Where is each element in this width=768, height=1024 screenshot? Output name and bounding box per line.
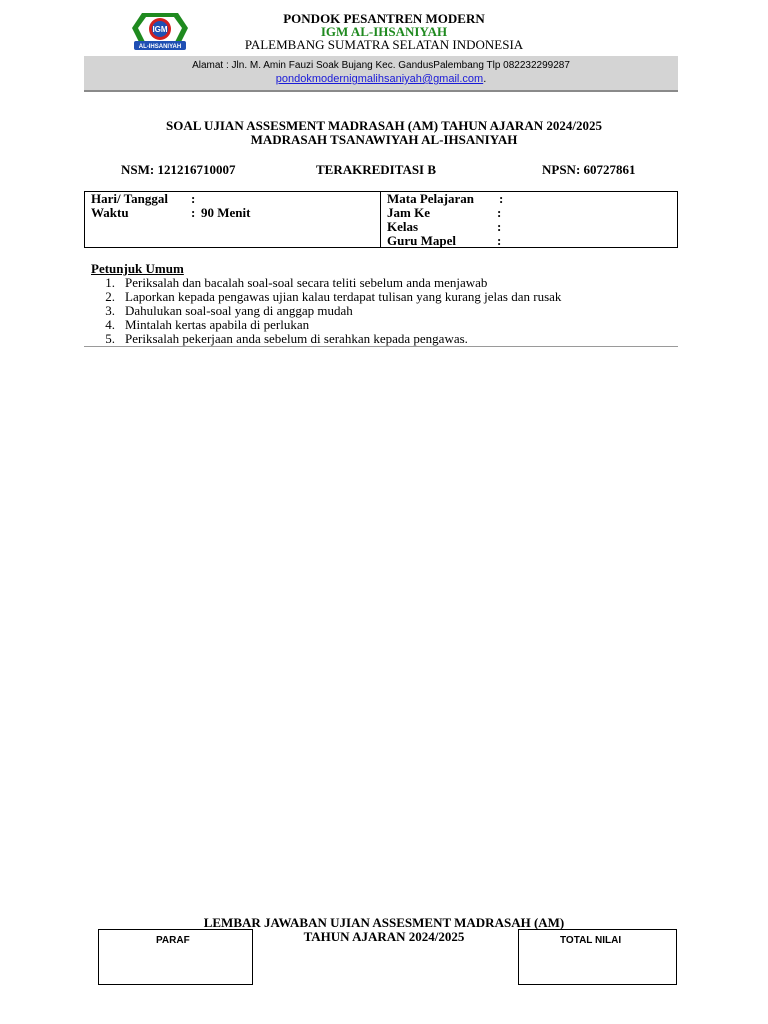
instruction-text: Mintalah kertas apabila di perlukan <box>125 317 310 332</box>
total-nilai-label: TOTAL NILAI <box>560 935 622 946</box>
info-box-divider <box>380 192 381 247</box>
paraf-label: PARAF <box>156 935 190 946</box>
field-sep-hari-tanggal: : <box>191 191 196 206</box>
instruction-text: Periksalah pekerjaan anda sebelum di serahkan kepada pengawas. <box>125 331 468 346</box>
exam-info-box <box>84 191 678 248</box>
answer-sheet-year: TAHUN AJARAN 2024/2025 <box>303 929 465 944</box>
instruction-number: 2. <box>105 289 115 304</box>
npsn-label: NPSN: 60727861 <box>542 162 636 177</box>
instruction-item <box>91 332 671 346</box>
field-sep-mata-pelajaran: : <box>499 191 504 206</box>
school-logo <box>124 8 196 54</box>
field-sep-jam-ke: : <box>497 205 502 220</box>
instruction-item <box>91 276 671 290</box>
field-sep-kelas: : <box>497 219 502 234</box>
field-label-hari-tanggal: Hari/ Tanggal <box>91 191 168 206</box>
field-sep-waktu: : <box>191 205 196 220</box>
field-value-waktu: 90 Menit <box>201 205 251 220</box>
total-nilai-box[interactable] <box>518 929 677 985</box>
address-band <box>84 56 678 92</box>
instruction-number: 4. <box>105 317 115 332</box>
field-label-guru-mapel: Guru Mapel <box>387 233 456 248</box>
email-line <box>84 73 678 86</box>
email-trail: . <box>483 73 487 85</box>
field-sep-guru-mapel: : <box>497 233 502 248</box>
instruction-text: Laporkan kepada pengawas ujian kalau terdapat tulisan yang kurang jelas dan rusak <box>125 289 562 304</box>
school-name: IGM AL-IHSANIYAH <box>320 24 448 39</box>
instruction-number: 5. <box>105 331 115 346</box>
instruction-item <box>91 318 671 332</box>
instructions-list <box>91 276 671 346</box>
logo-initials: IGM <box>152 25 168 34</box>
field-label-jam-ke: Jam Ke <box>387 205 430 220</box>
answer-sheet-title: LEMBAR JAWABAN UJIAN ASSESMENT MADRASAH (AM) <box>203 915 565 930</box>
paraf-box[interactable] <box>98 929 253 985</box>
field-label-waktu: Waktu <box>91 205 129 220</box>
instruction-number: 3. <box>105 303 115 318</box>
akreditasi-label: TERAKREDITASI B <box>316 162 437 177</box>
instruction-item <box>91 290 671 304</box>
instruction-text: Dahulukan soal-soal yang di anggap mudah <box>125 303 353 318</box>
school-subtitle: MADRASAH TSANAWIYAH AL-IHSANIYAH <box>250 132 518 147</box>
field-label-kelas: Kelas <box>387 219 419 234</box>
instructions-divider <box>84 346 678 347</box>
instructions-title: Petunjuk Umum <box>91 261 184 276</box>
instruction-item <box>91 304 671 318</box>
instruction-text: Periksalah dan bacalah soal-soal secara teliti sebelum anda menjawab <box>125 275 488 290</box>
logo-banner-text: AL-IHSANIYAH <box>138 44 182 50</box>
header-line-1: PONDOK PESANTREN MODERN <box>283 11 485 26</box>
field-label-mata-pelajaran: Mata Pelajaran <box>387 191 475 206</box>
exam-title: SOAL UJIAN ASSESMENT MADRASAH (AM) TAHUN AJARAN 2024/2025 <box>166 118 602 133</box>
email-link[interactable]: pondokmodernigmalihsaniyah@gmail.com <box>275 73 484 85</box>
header-location: PALEMBANG SUMATRA SELATAN INDONESIA <box>244 37 524 52</box>
nsm-label: NSM: 121216710007 <box>121 162 236 177</box>
instruction-number: 1. <box>105 275 115 290</box>
address-text: Alamat : Jln. M. Amin Fauzi Soak Bujang Kec. GandusPalembang Tlp 082232299287 <box>192 60 570 71</box>
